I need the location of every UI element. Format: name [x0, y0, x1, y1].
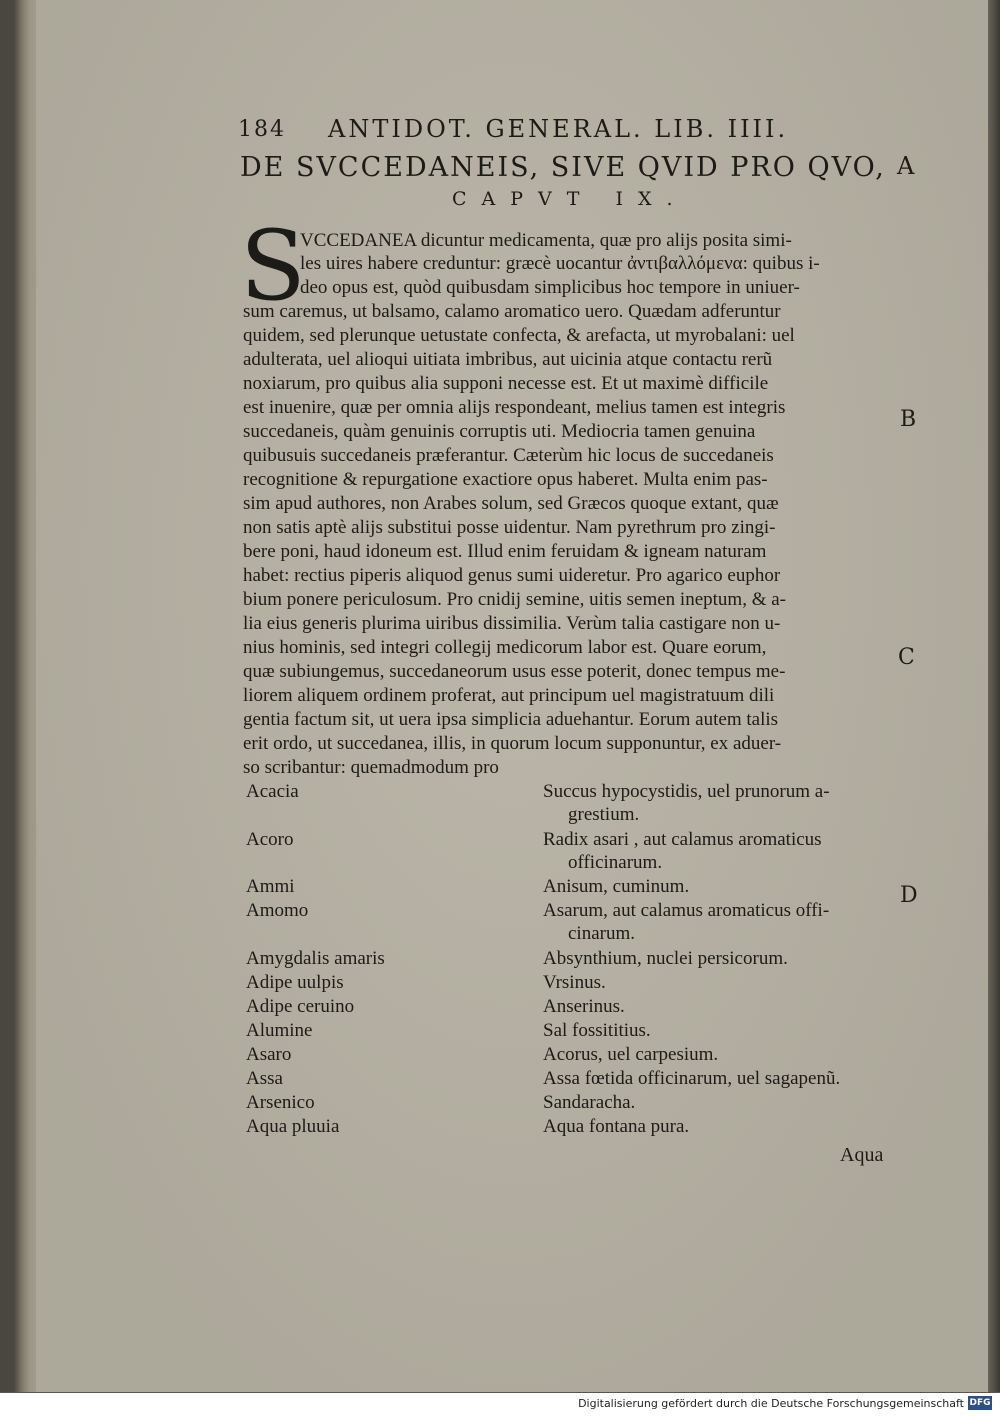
substitute-text: Sandaracha.: [543, 1092, 636, 1113]
body-line: erit ordo, ut succedanea, illis, in quorum locum supponuntur, ex aduer-: [243, 733, 782, 754]
drug-name: Acoro: [246, 829, 294, 850]
drug-name: Arsenico: [246, 1092, 315, 1113]
margin-letter-b: B: [900, 407, 917, 432]
chapter-title: DE SVCCEDANEIS, SIVE QVID PRO QVO,: [240, 152, 886, 183]
body-line: deo opus est, quòd quibusdam simplicibus hoc tempore in uniuer-: [300, 277, 800, 298]
drug-name: Alumine: [246, 1020, 313, 1041]
body-line: noxiarum, pro quibus alia supponi necesse est. Et ut maximè difficile: [243, 373, 769, 394]
running-head: ANTIDOT. GENERAL. LIB. IIII.: [328, 115, 789, 143]
drug-name: Asaro: [246, 1044, 292, 1065]
margin-letter-d: D: [900, 883, 918, 908]
substitute-text: Anisum, cuminum.: [543, 876, 690, 897]
drug-name: Amygdalis amaris: [246, 948, 385, 969]
body-line: VCCEDANEA dicuntur medicamenta, quæ pro alijs posita simi-: [300, 230, 792, 251]
substitute-text-continued: officinarum.: [568, 852, 663, 873]
substitute-text: Radix asari , aut calamus aromaticus: [543, 829, 822, 850]
body-line: nius hominis, sed integri collegij medicorum labor est. Quare eorum,: [243, 637, 767, 658]
body-line: sim apud authores, non Arabes solum, sed Græcos quoque extant, quæ: [243, 493, 779, 514]
margin-letter-a: A: [897, 152, 915, 180]
footer-bar: [0, 1392, 1000, 1416]
substitute-text: Anserinus.: [543, 996, 625, 1017]
substitute-text: Vrsinus.: [543, 972, 606, 993]
body-line: bium ponere periculosum. Pro cnidij semine, uitis semen ineptum, & a-: [243, 589, 786, 610]
substitute-text: Sal fossititius.: [543, 1020, 651, 1041]
drug-name: Aqua pluuia: [246, 1116, 340, 1137]
substitute-text: Acorus, uel carpesium.: [543, 1044, 719, 1065]
drug-name: Amomo: [246, 900, 309, 921]
body-line: quidem, sed plerunque uetustate confecta, & arefacta, ut myrobalani: uel: [243, 325, 795, 346]
body-line: liorem aliquem ordinem proferat, aut principum uel magistratuum dili: [243, 685, 775, 706]
body-line: est inuenire, quæ per omnia alijs respondeant, melius tamen est integris: [243, 397, 786, 418]
body-line: non satis aptè alijs substitui posse uidentur. Nam pyrethrum pro zingi-: [243, 517, 776, 538]
body-line: lia eius generis plurima uiribus dissimilia. Verùm talia castigare non u-: [243, 613, 781, 634]
substitute-text: Aqua fontana pura.: [543, 1116, 690, 1137]
drug-name: Adipe uulpis: [246, 972, 344, 993]
page-header: [238, 115, 818, 149]
dfg-logo-icon: DFG: [969, 1398, 991, 1408]
body-line: habet: rectius piperis aliquod genus sumi uideretur. Pro agarico euphor: [243, 565, 781, 586]
drug-name: Assa: [246, 1068, 283, 1089]
body-line: bere poni, haud idoneum est. Illud enim feruidam & igneam naturam: [243, 541, 767, 562]
body-line: adulterata, uel alioqui uitiata imbribus, aut uicinia atque contactu rerũ: [243, 349, 773, 370]
body-line: quibusuis succedaneis præferantur. Cæterùm hic locus de succedaneis: [243, 445, 774, 466]
catchword: Aqua: [840, 1144, 884, 1166]
body-line: succedaneis, quàm genuinis corruptis uti. Mediocria tamen genuina: [243, 421, 756, 442]
body-line: les uires habere creduntur: græcè uocantur ἀντιβαλλόμενα: quibus i-: [300, 253, 820, 274]
substitute-text: Asarum, aut calamus aromaticus offi-: [543, 900, 830, 921]
body-line: so scribantur: quemadmodum pro: [243, 757, 499, 778]
substitute-text: Absynthium, nuclei persicorum.: [543, 948, 788, 969]
drug-name: Acacia: [246, 781, 299, 802]
margin-letter-c: C: [898, 645, 915, 670]
chapter-number: CAPVT IX.: [452, 188, 688, 210]
page-number: 184: [238, 117, 286, 142]
substitute-text-continued: cinarum.: [568, 923, 636, 944]
body-line: quæ subiungemus, succedaneorum usus esse poterit, donec tempus me-: [243, 661, 786, 682]
footer-credit: Digitalisierung gefördert durch die Deutsche Forschungsgemeinschaft: [578, 1397, 964, 1410]
body-line: gentia factum sit, ut uera ipsa simplicia aduehantur. Eorum autem talis: [243, 709, 779, 730]
body-line: recognitione & repurgatione exactiore opus haberet. Multa enim pas-: [243, 469, 768, 490]
substitute-text-continued: grestium.: [568, 804, 640, 825]
substitute-text: Assa fœtida officinarum, uel sagapenũ.: [543, 1068, 841, 1089]
body-line: sum caremus, ut balsamo, calamo aromatico uero. Quædam adferuntur: [243, 301, 781, 322]
drop-cap-initial: S: [240, 210, 306, 322]
drug-name: Adipe ceruino: [246, 996, 355, 1017]
substitute-text: Succus hypocystidis, uel prunorum a-: [543, 781, 830, 802]
drug-name: Ammi: [246, 876, 295, 897]
